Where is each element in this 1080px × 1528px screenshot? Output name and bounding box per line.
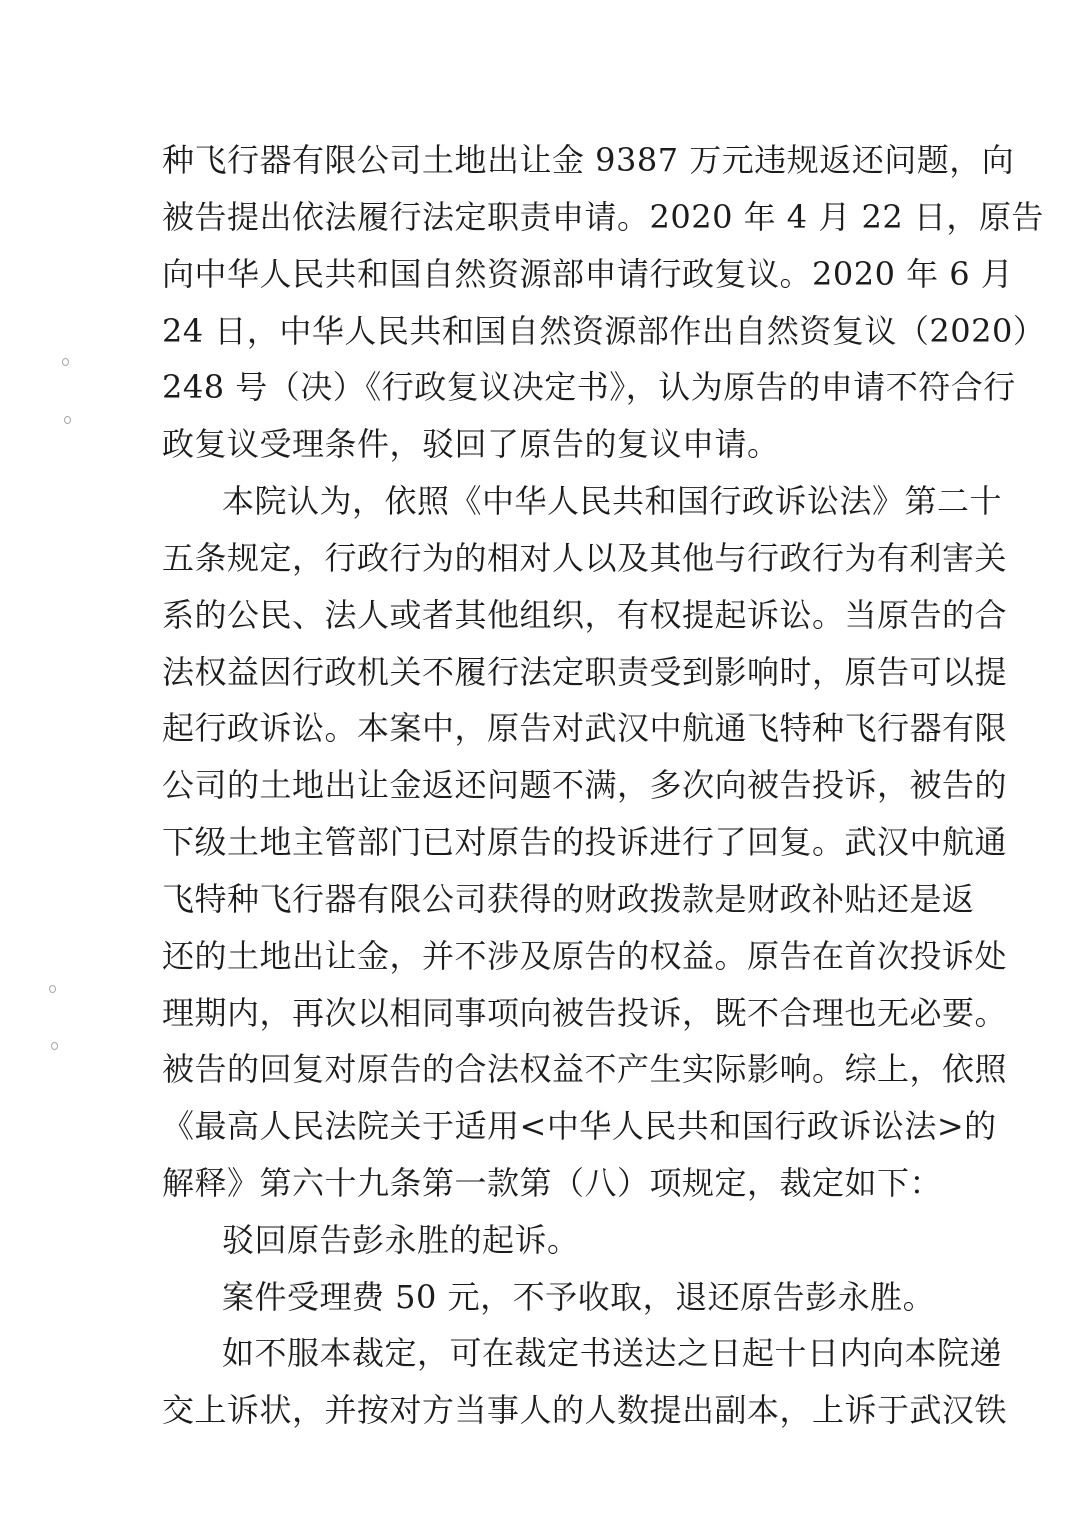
body-text-line: 向中华人民共和国自然资源部申请行政复议。2020 年 6 月: [162, 255, 1014, 293]
body-text-line: 五条规定，行政行为的相对人以及其他与行政行为有利害关: [162, 539, 1008, 577]
body-text-line: 248 号（决）《行政复议决定书》，认为原告的申请不符合行: [162, 368, 1016, 406]
scan-speck: [64, 416, 71, 424]
body-text-line: 驳回原告彭永胜的起诉。: [222, 1221, 580, 1259]
body-text-line: 政复议受理条件，驳回了原告的复议申请。: [162, 425, 780, 463]
body-text-line: 《最高人民法院关于适用<中华人民共和国行政诉讼法>的: [162, 1107, 997, 1145]
scan-speck: [62, 358, 69, 366]
body-text-line: 本院认为，依照《中华人民共和国行政诉讼法》第二十: [222, 482, 1003, 520]
body-text-line: 如不服本裁定，可在裁定书送达之日起十日内向本院递: [222, 1334, 1003, 1372]
body-text-line: 案件受理费 50 元，不予收取，退还原告彭永胜。: [222, 1278, 936, 1316]
body-text-line: 起行政诉讼。本案中，原告对武汉中航通飞特种飞行器有限: [162, 709, 1008, 747]
body-text-line: 系的公民、法人或者其他组织，有权提起诉讼。当原告的合: [162, 596, 1008, 634]
body-text-line: 理期内，再次以相同事项向被告投诉，既不合理也无必要。: [162, 994, 1008, 1032]
body-text-line: 下级土地主管部门已对原告的投诉进行了回复。武汉中航通: [162, 823, 1008, 861]
body-text-line: 解释》第六十九条第一款第（八）项规定，裁定如下：: [162, 1164, 943, 1202]
body-text-line: 飞特种飞行器有限公司获得的财政拨款是财政补贴还是返: [162, 880, 975, 918]
body-text-line: 被告的回复对原告的合法权益不产生实际影响。综上，依照: [162, 1050, 1008, 1088]
body-text-line: 还的土地出让金，并不涉及原告的权益。原告在首次投诉处: [162, 937, 1008, 975]
body-text-line: 法权益因行政机关不履行法定职责受到影响时，原告可以提: [162, 653, 1008, 691]
scan-speck: [49, 985, 56, 993]
body-text-line: 被告提出依法履行法定职责申请。2020 年 4 月 22 日，原告: [162, 198, 1044, 236]
body-text-line: 公司的土地出让金返还问题不满，多次向被告投诉，被告的: [162, 766, 1008, 804]
scan-speck: [51, 1042, 58, 1050]
body-text-line: 24 日，中华人民共和国自然资源部作出自然资复议（2020）: [162, 312, 1046, 350]
body-text-line: 交上诉状，并按对方当事人的人数提出副本，上诉于武汉铁: [162, 1391, 1008, 1429]
body-text-line: 种飞行器有限公司土地出让金 9387 万元违规返还问题，向: [162, 141, 1015, 179]
